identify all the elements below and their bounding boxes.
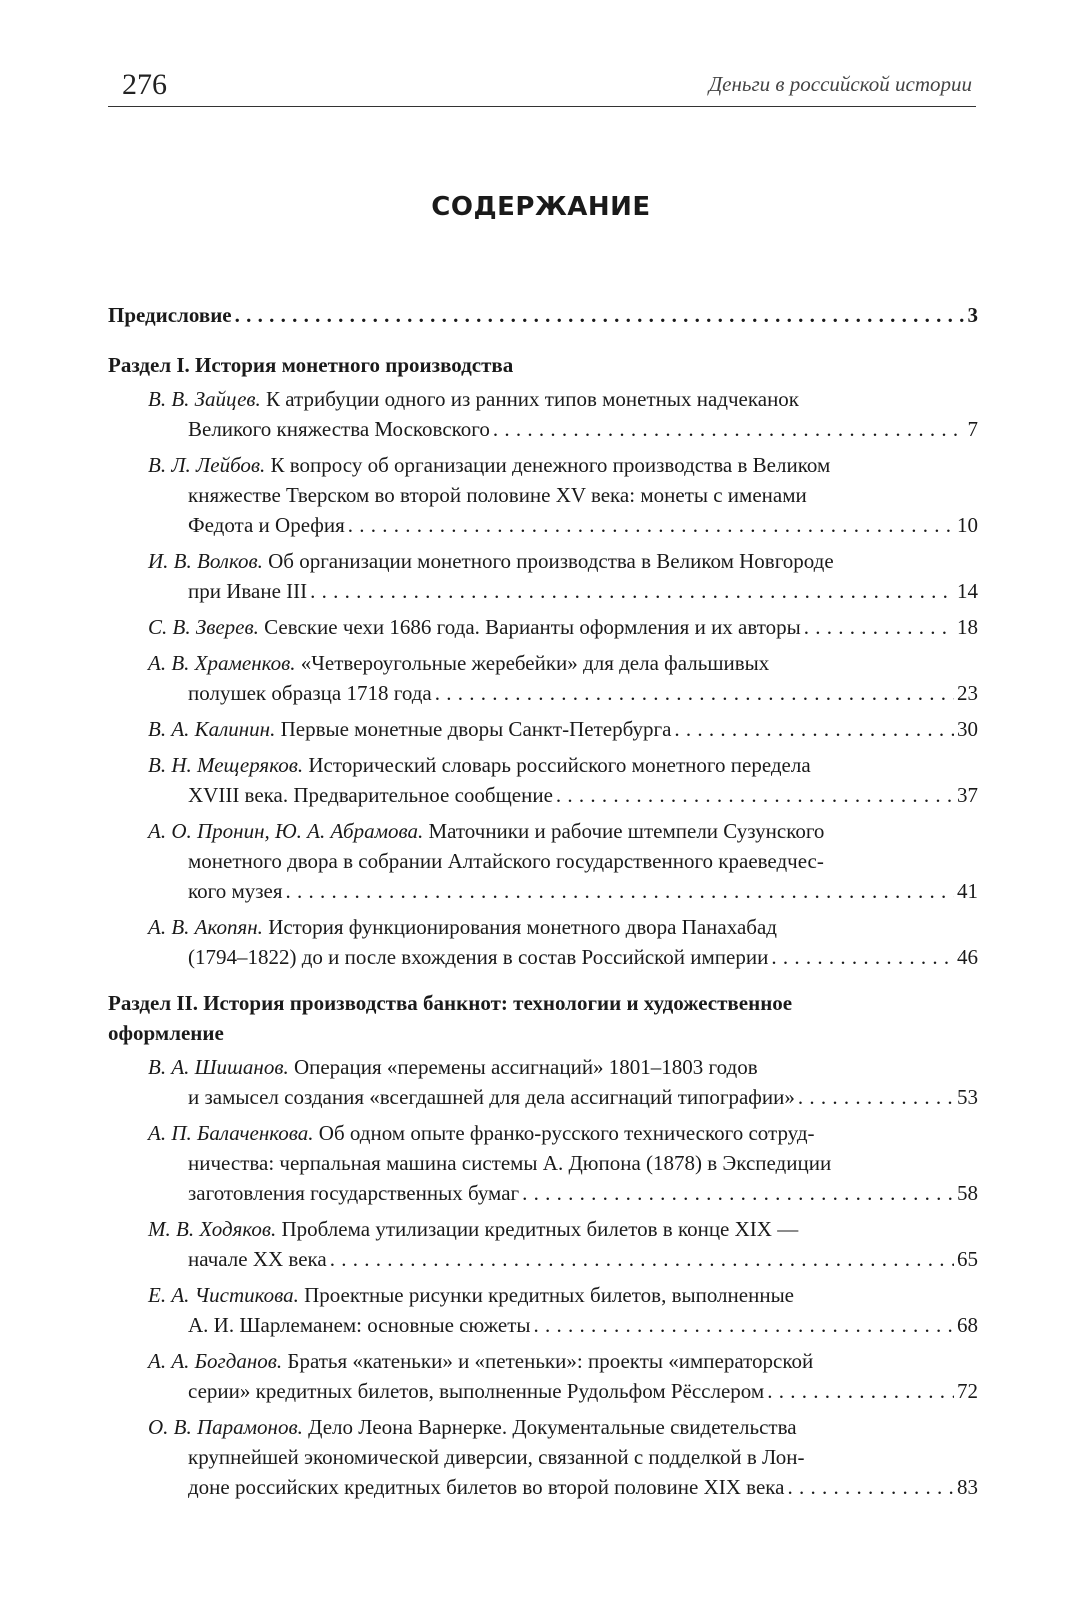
entry-title-line [148,1052,978,1082]
table-of-contents [108,300,978,1508]
dot-leader [348,510,954,540]
toc-entry[interactable] [108,1214,978,1274]
entry-title-text: и замысел создания «всегдашней для дела ассигнаций типографии» [188,1085,795,1109]
page-ref: 58 [957,1181,978,1205]
entry-title-text: (1794–1822) до и после вхождения в состав Российской империи [188,945,769,969]
page-ref: 23 [957,681,978,705]
entry-title-text: крупнейшей экономической диверсии, связанной с подделкой в Лон- [188,1445,805,1469]
page-ref: 30 [957,717,978,741]
toc-entry-preface[interactable] [108,300,978,330]
dot-leader [522,1178,954,1208]
page-ref: 7 [967,417,978,441]
toc-entry[interactable] [108,1280,978,1340]
entry-title-line [148,1412,978,1442]
entry-title-text: княжестве Тверском во второй половине XV века: монеты с именами [188,483,807,507]
toc-entry[interactable] [108,546,978,606]
entry-title-text: Об организации монетного производства в Великом Новгороде [268,549,834,573]
entry-last-text-wrap [148,714,671,744]
toc-entry[interactable] [108,1118,978,1208]
dot-leader [493,414,965,444]
preface-label: Предисловие [108,303,232,327]
dot-leader [804,612,954,642]
entry-title-text: К атрибуции одного из ранних типов монетных надчеканок [266,387,800,411]
entry-last-text-wrap [188,1472,784,1502]
entry-last-line [148,510,978,540]
page-ref: 46 [957,945,978,969]
section-entries [108,1052,978,1502]
entry-author: С. В. Зверев. [148,615,259,639]
entry-title-text: Севские чехи 1686 года. Варианты оформления и их авторы [264,615,801,639]
page-ref: 68 [957,1313,978,1337]
page-ref: 53 [957,1085,978,1109]
entry-last-line [148,576,978,606]
dot-leader [235,300,965,330]
dot-leader [330,1244,954,1274]
entry-title-text: Маточники и рабочие штемпели Сузунского [428,819,825,843]
entry-author: В. В. Зайцев. [148,387,261,411]
page-number: 276 [122,68,167,101]
toc-entry[interactable] [108,816,978,906]
entry-title-text: Исторический словарь российского монетного передела [308,753,811,777]
entry-last-text-wrap [188,510,345,540]
dot-leader [534,1310,954,1340]
entry-author: В. Н. Мещеряков. [148,753,304,777]
entry-title-text: серии» кредитных билетов, выполненные Рудольфом Рёсслером [188,1379,765,1403]
entry-title-line [148,480,978,510]
entry-last-text-wrap [188,942,768,972]
entry-last-line [148,1376,978,1406]
dot-leader [674,714,954,744]
entry-author: Е. А. Чистикова. [148,1283,299,1307]
entry-title-text: Операция «перемены ассигнаций» 1801–1803 годов [293,1055,758,1079]
entry-title-text: Братья «катеньки» и «петеньки»: проекты «императорской [287,1349,814,1373]
entry-title-line [148,1280,978,1310]
entry-title-line [148,1214,978,1244]
page-ref: 37 [957,783,978,807]
entry-title-text: К вопросу об организации денежного производства в Великом [270,453,831,477]
dot-leader [435,678,954,708]
entry-author: М. В. Ходяков. [148,1217,277,1241]
entry-title-text: ничества: черпальная машина системы А. Дюпона (1878) в Экспедиции [188,1151,832,1175]
entry-title-text: Великого княжества Московского [188,417,490,441]
toc-entry[interactable] [108,714,978,744]
entry-last-line [148,1178,978,1208]
entry-last-text-wrap [188,780,553,810]
entry-title-text: Дело Леона Варнерке. Документальные свидетельства [308,1415,797,1439]
entry-author: В. А. Шишанов. [148,1055,289,1079]
running-book-title: Деньги в российской истории [708,72,972,96]
entry-title-line [148,1346,978,1376]
entry-title-line [148,1118,978,1148]
toc-title: СОДЕРЖАНИЕ [431,192,651,222]
entry-title-text: История функционирования монетного двора Панахабад [268,915,777,939]
page-ref: 14 [957,579,978,603]
entry-last-text-wrap [188,1082,795,1112]
entry-author: А. О. Пронин, Ю. А. Абрамова. [148,819,424,843]
entry-title-line [148,384,978,414]
section-entries [108,384,978,972]
entry-last-line [148,876,978,906]
entry-last-text-wrap [188,1310,531,1340]
section-title [108,988,978,1048]
entry-last-line [148,1472,978,1502]
entry-title-line [148,450,978,480]
entry-last-line [148,942,978,972]
running-head [108,66,976,107]
page-ref: 65 [957,1247,978,1271]
entry-last-line [148,1310,978,1340]
entry-last-line [148,780,978,810]
entry-author: О. В. Парамонов. [148,1415,303,1439]
section-title-line: оформление [108,1021,224,1045]
entry-title-line [148,816,978,846]
entry-title-text: кого музея [188,879,283,903]
toc-entry[interactable] [108,750,978,810]
entry-title-line [148,912,978,942]
dot-leader [767,1376,954,1406]
dot-leader [556,780,954,810]
dot-leader [771,942,954,972]
page-ref: 72 [957,1379,978,1403]
toc-entry[interactable] [108,648,978,708]
dot-leader [286,876,954,906]
entry-title-line [148,846,978,876]
entry-last-text-wrap [188,576,307,606]
entry-title-text: Федота и Орефия [188,513,345,537]
entry-author: А. А. Богданов. [148,1349,283,1373]
toc-entry[interactable] [108,450,978,540]
toc-entry[interactable] [108,912,978,972]
page-ref: 10 [957,513,978,537]
entry-title-text: Первые монетные дворы Санкт-Петербурга [280,717,672,741]
page-ref: 41 [957,879,978,903]
entry-last-text-wrap [148,612,801,642]
toc-entry[interactable] [108,1052,978,1112]
entry-title-text: А. И. Шарлеманем: основные сюжеты [188,1313,531,1337]
toc-entry[interactable] [108,1346,978,1406]
entry-title-text: монетного двора в собрании Алтайского государственного краеведчес- [188,849,824,873]
entry-title-line [148,750,978,780]
entry-last-line [148,1082,978,1112]
entry-last-line [148,714,978,744]
entry-last-text-wrap [188,1244,327,1274]
section-title: Раздел I. История монетного производства [108,353,514,377]
entry-author: И. В. Волков. [148,549,263,573]
entry-author: В. Л. Лейбов. [148,453,266,477]
dot-leader [798,1082,954,1112]
toc-entry[interactable] [108,384,978,444]
entry-last-line [148,612,978,642]
entry-author: А. В. Храменков. [148,651,296,675]
toc-entry[interactable] [108,1412,978,1502]
entry-last-line [148,678,978,708]
entry-title-text: заготовления государственных бумаг [188,1181,520,1205]
page-ref: 3 [967,303,978,327]
entry-title-line [148,648,978,678]
dot-leader [310,576,954,606]
entry-author: А. В. Акопян. [148,915,263,939]
entry-title-text: полушек образца 1718 года [188,681,432,705]
toc-entry[interactable] [108,612,978,642]
entry-title-text: Проблема утилизации кредитных билетов в конце XIX — [281,1217,799,1241]
entry-title-text: Об одном опыте франко-русского технического сотруд- [318,1121,815,1145]
entry-title-text: при Иване III [188,579,308,603]
entry-title-line [148,546,978,576]
entry-last-text-wrap [188,1376,764,1406]
entry-last-text-wrap [188,414,490,444]
dot-leader [787,1472,954,1502]
entry-title-line [148,1442,978,1472]
entry-last-text-wrap [188,678,432,708]
entry-title-text: XVIII века. Предварительное сообщение [188,783,553,807]
entry-last-text-wrap [188,1178,519,1208]
entry-title-text: Проектные рисунки кредитных билетов, выполненные [304,1283,794,1307]
entry-title-text: доне российских кредитных билетов во второй половине XIX века [188,1475,785,1499]
entry-title-line [148,1148,978,1178]
entry-last-text-wrap [188,876,283,906]
entry-author: В. А. Калинин. [148,717,276,741]
page-ref: 83 [957,1475,978,1499]
section-title-line: Раздел II. История производства банкнот: технологии и художественное [108,991,793,1015]
entry-title-text: «Четвероугольные жеребейки» для дела фальшивых [300,651,770,675]
entry-last-line [148,1244,978,1274]
page-ref: 18 [957,615,978,639]
entry-title-text: начале XX века [188,1247,327,1271]
entry-last-line [148,414,978,444]
entry-author: А. П. Балаченкова. [148,1121,314,1145]
